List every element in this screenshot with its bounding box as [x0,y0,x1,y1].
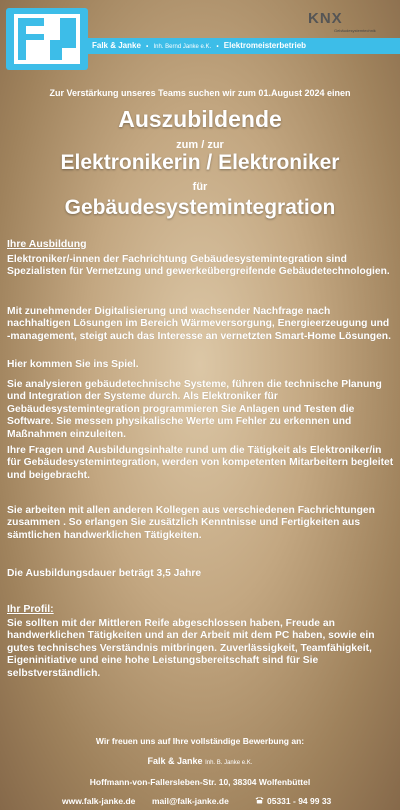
footer-address: Hoffmann-von-Fallersleben-Str. 10, 38304 Wolfenbüttel [89,777,311,787]
paragraph: Sie arbeiten mit allen anderen Kollegen aus verschiedenen Fachrichtungen zusammen . So erlangen Sie zusätzlich Kenntnisse und Fertigkeiten aus sämtlichen handwerklichen Tätigkeiten. [7,505,375,541]
website-link[interactable]: www.falk-janke.de [62,796,136,806]
brand-owner: Inh. Bernd Janke e.K. [153,44,212,50]
section-heading-ausbildung: Ihre Ausbildung [7,238,87,250]
paragraph: Ihre Fragen und Ausbildungsinhalte rund um die Tätigkeit als Elektroniker/in für Gebäudesystemintegration, werden von kompetenten Mitarbeitern begleitet und beigebracht. [7,445,394,481]
footer-company-owner: Inh. B. Janke e.K. [205,760,253,766]
application-cta: Wir freuen uns auf Ihre vollständige Bewerbung an: [95,736,305,746]
job-title: Auszubildende [118,106,282,132]
paragraph: Hier kommen Sie ins Spiel. [7,359,139,370]
brand-separator: • [216,44,219,50]
phone-number[interactable]: 05331 - 94 99 33 [267,796,332,806]
brand-business-type: Elektromeisterbetrieb [223,41,307,50]
phone-icon [255,796,264,804]
profession-title: Elektronikerin / Elektroniker [60,151,340,174]
paragraph: Elektroniker/-innen der Fachrichtung Gebäudesystemintegration sind Spezialisten für Vernetzung und gewerkeübergreifende Gebäudetechnologien. [7,254,390,278]
paragraph: Sie sollten mit der Mittleren Reife abgeschlossen haben, Freude an handwerklichen Tätigkeiten und an der Arbeit mit dem PC haben, sowie ein gutes technisches Verständnis mitbringen. Zuverlässigkeit, Teamfähigkeit, Eigeninitiative und eine hohe Leistungsbereitschaft sind für Sie selbstverständlich. [7,618,375,679]
intro-line: Zur Verstärkung unseres Teams suchen wir zum 01.August 2024 einen [49,88,351,98]
company-logo [6,8,88,70]
specialty-title: Gebäudesystemintegration [64,196,336,219]
brand-line [92,41,306,50]
knx-logo: KNX [308,10,343,27]
footer-company-name: Falk & Janke [147,756,203,766]
zum-line: zum / zur [176,139,224,151]
email-link[interactable]: mail@falk-janke.de [152,796,229,806]
footer-company [0,756,400,766]
knx-subtitle: Gebäudesystemtechnik [334,28,376,33]
brand-name: Falk & Janke [92,41,141,50]
phone-number-row [255,796,331,806]
fuer-line: für [192,181,208,193]
paragraph: Sie analysieren gebäudetechnische Systeme, führen die technische Planung und Integration der Systeme durch. Als Elektroniker für Gebäudesystemintegration programmieren Sie Anlagen und Testen die Software. Sie messen physikalische Werte um Fehler zu erkennen und Maßnahmen einzuleiten. [7,379,382,440]
brand-separator: • [146,44,149,50]
fj-logo-icon [14,14,80,64]
paragraph: Die Ausbildungsdauer beträgt 3,5 Jahre [7,568,202,579]
section-heading-profil: Ihr Profil: [7,603,54,615]
paragraph: Mit zunehmender Digitalisierung und wachsender Nachfrage nach nachhaltigen Lösungen im Bereich Wärmeversorgung, Energieerzeugung und -management, steigt auch das Interesse an vernetzten Smart-Home Lösungen. [7,306,391,342]
